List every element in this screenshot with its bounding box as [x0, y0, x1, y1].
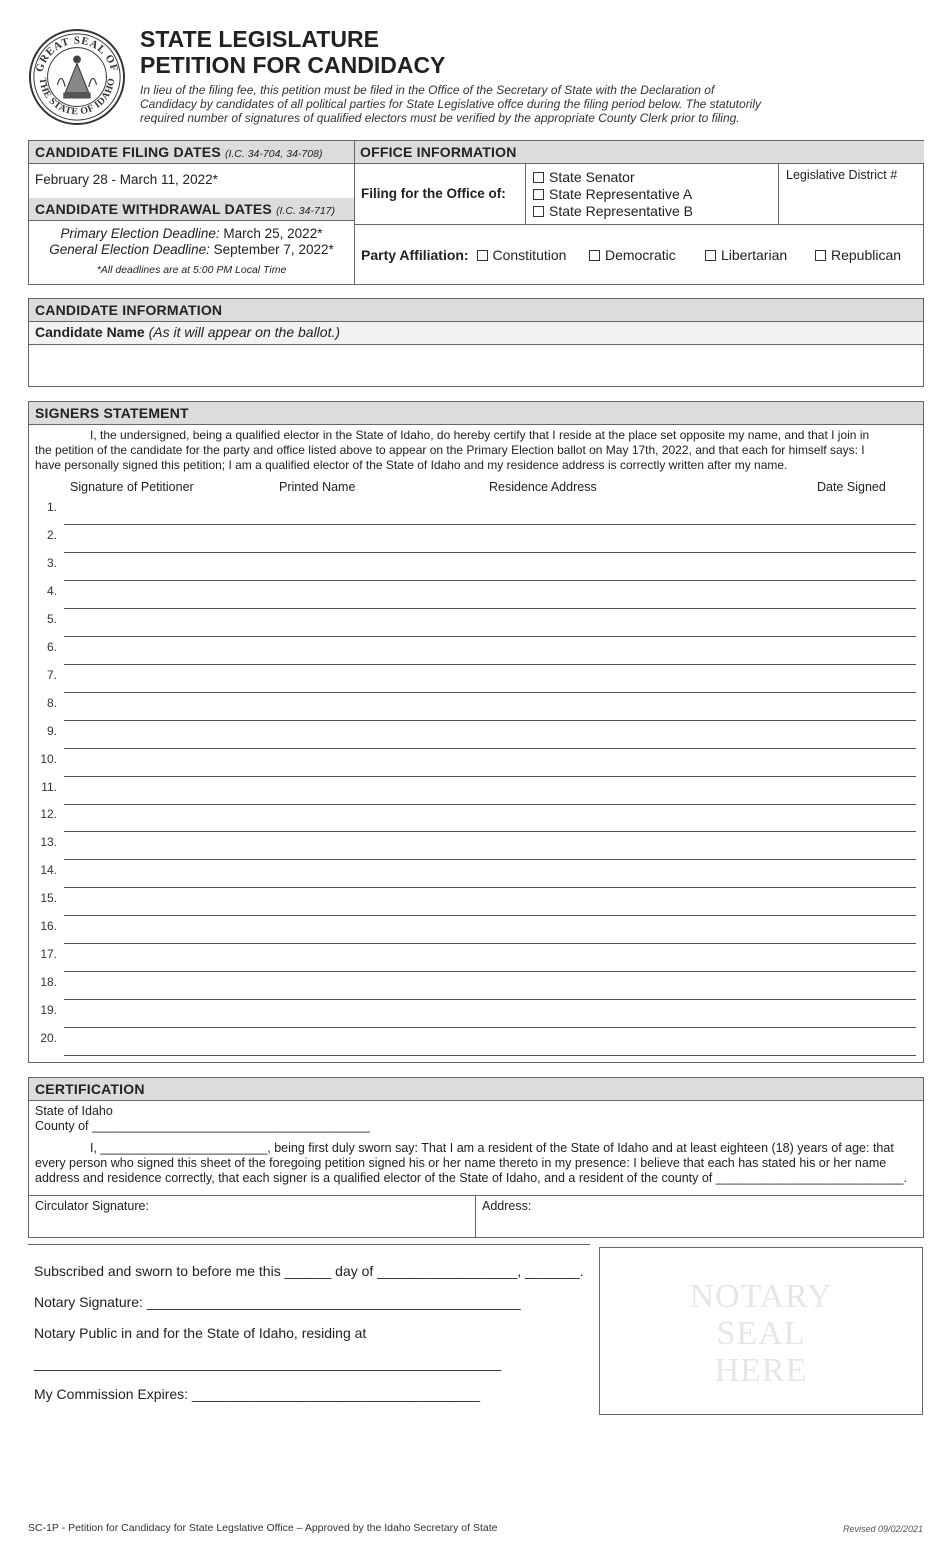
- signature-line[interactable]: [64, 971, 916, 972]
- certification-header: CERTIFICATION: [29, 1078, 923, 1100]
- withdrawal-deadlines: [29, 226, 354, 278]
- signature-line[interactable]: [64, 915, 916, 916]
- circulator-signature-field[interactable]: [29, 1196, 475, 1238]
- form-id: SC-1P - Petition for Candidacy for State Legslative Office – Approved by the Idaho Secretary of State: [28, 1522, 498, 1534]
- signature-line[interactable]: [64, 1027, 916, 1028]
- filing-dates-header: CANDIDATE FILING DATES (I.C. 34-704, 34-708): [29, 141, 354, 163]
- signature-line[interactable]: [64, 943, 916, 944]
- col-signature: Signature of Petitioner: [70, 480, 194, 494]
- office-options: [533, 169, 693, 220]
- checkbox[interactable]: [533, 189, 544, 200]
- certification-text: [35, 1141, 921, 1186]
- statement-line: I, the undersigned, being a qualified elector in the State of Idaho, do hereby certify that I reside at the place set opposite my name, and that I join in: [90, 428, 870, 442]
- row-number: 10.: [40, 751, 57, 766]
- notary-public-label: Notary Public in and for the State of Idaho, residing at: [34, 1325, 367, 1341]
- candidate-name-field[interactable]: [29, 345, 923, 386]
- general-deadline: General Election Deadline: September 7, 2022*: [49, 242, 334, 257]
- option-state-senator[interactable]: State Senator: [533, 169, 693, 186]
- row-number: 20.: [40, 1031, 57, 1046]
- party-affiliation-label: Party Affiliation:: [361, 247, 469, 263]
- cert-line: every person who signed this sheet of the foregoing petition signed his or her name thereto in my presence: I believe that each has stated his or her name: [35, 1156, 887, 1170]
- party-democratic[interactable]: Democratic: [589, 247, 676, 263]
- svg-text:THE STATE OF IDAHO: THE STATE OF IDAHO: [36, 77, 118, 118]
- form-title: [140, 26, 445, 78]
- party-constitution[interactable]: Constitution: [477, 247, 567, 263]
- signature-line[interactable]: [64, 552, 916, 553]
- row-number: 4.: [46, 583, 57, 598]
- signature-line[interactable]: [64, 887, 916, 888]
- row-number: 3.: [46, 555, 57, 570]
- signature-line[interactable]: [64, 636, 916, 637]
- checkbox[interactable]: [705, 250, 716, 261]
- withdrawal-dates-header: CANDIDATE WITHDRAWAL DATES (I.C. 34-717): [29, 198, 354, 220]
- party-libertarian[interactable]: Libertarian: [705, 247, 787, 263]
- cert-line: address and residence correctly, that each signer is a qualified elector of the State of Idaho, and a resident of the county of ___________________________.: [35, 1171, 907, 1185]
- filing-dates: February 28 - March 11, 2022*: [35, 172, 218, 187]
- signature-line[interactable]: [64, 776, 916, 777]
- party-affiliation: [361, 247, 921, 263]
- intro-line: required number of signatures of qualified electors must be verified by the appropriate County Clerk prior to filing.: [140, 111, 740, 125]
- notary-signature-line[interactable]: Notary Signature: ________________________________________________: [34, 1294, 521, 1310]
- signature-line[interactable]: [64, 859, 916, 860]
- candidate-info-section: [28, 298, 924, 387]
- row-number: 15.: [40, 891, 57, 906]
- signature-line[interactable]: [64, 720, 916, 721]
- notary-seal-placeholder: NOTARY SEAL HERE: [689, 1278, 833, 1389]
- commission-expires-line[interactable]: My Commission Expires: _____________________________________: [34, 1386, 481, 1402]
- checkbox[interactable]: [477, 250, 488, 261]
- row-number: 13.: [40, 835, 57, 850]
- row-number: 2.: [46, 527, 57, 542]
- signature-line[interactable]: [64, 608, 916, 609]
- row-number: 9.: [46, 723, 57, 738]
- great-seal-of-idaho: [28, 28, 126, 126]
- col-printed-name: Printed Name: [279, 480, 356, 494]
- statement-line: have personally signed this petition; I am a qualified elector of the State of Idaho and my residence address is correctly written after my name.: [35, 458, 788, 472]
- sworn-line[interactable]: Subscribed and sworn to before me this ______ day of __________________, _______.: [34, 1263, 584, 1279]
- filing-office-label: Filing for the Office of:: [361, 186, 506, 201]
- signature-line[interactable]: [64, 524, 916, 525]
- checkbox[interactable]: [533, 172, 544, 183]
- signature-line[interactable]: [64, 804, 916, 805]
- checkbox[interactable]: [533, 206, 544, 217]
- title-line-2: PETITION FOR CANDIDACY: [140, 52, 446, 78]
- row-number: 14.: [40, 863, 57, 878]
- checkbox[interactable]: [815, 250, 826, 261]
- intro-text: [140, 83, 800, 125]
- checkbox[interactable]: [589, 250, 600, 261]
- candidate-name-label: Candidate Name (As it will appear on the ballot.): [29, 322, 923, 344]
- signature-line[interactable]: [64, 831, 916, 832]
- signers-statement-header: SIGNERS STATEMENT: [29, 402, 923, 424]
- candidate-info-header: CANDIDATE INFORMATION: [29, 299, 923, 321]
- option-state-representative-a[interactable]: State Representative A: [533, 186, 693, 203]
- signers-statement-section: [28, 401, 924, 1063]
- signature-line[interactable]: [64, 692, 916, 693]
- signature-line[interactable]: [64, 664, 916, 665]
- certification-section: [28, 1077, 924, 1238]
- intro-line: Candidacy by candidates of all political parties for State Legislative offce during the filing period below. The statutorily: [140, 97, 762, 111]
- col-date-signed: Date Signed: [817, 480, 886, 494]
- legislative-district-field[interactable]: [779, 185, 923, 223]
- row-number: 1.: [46, 500, 57, 514]
- signers-statement-text: [35, 428, 919, 473]
- legislative-district-label: Legislative District #: [786, 168, 898, 182]
- svg-text:GREAT SEAL OF: GREAT SEAL OF: [33, 34, 121, 74]
- filing-office-section: [28, 140, 924, 285]
- row-number: 6.: [46, 639, 57, 654]
- cert-line: I, ________________________, being first duly sworn say: That I am a resident of the State of Idaho and at least eighteen (18) years of age: that: [90, 1141, 894, 1155]
- row-number: 5.: [46, 611, 57, 626]
- option-state-representative-b[interactable]: State Representative B: [533, 203, 693, 220]
- address-label: Address:: [482, 1199, 532, 1213]
- signature-line[interactable]: [64, 580, 916, 581]
- party-republican[interactable]: Republican: [815, 247, 901, 263]
- row-number: 7.: [46, 667, 57, 682]
- row-number: 19.: [40, 1003, 57, 1018]
- row-number: 16.: [40, 919, 57, 934]
- col-residence-address: Residence Address: [489, 480, 597, 494]
- address-field[interactable]: [476, 1196, 924, 1238]
- county-field[interactable]: County of ________________________________________: [35, 1119, 371, 1133]
- intro-line: In lieu of the filing fee, this petition must be filed in the Office of the Secretary of State with the Declaration of: [140, 83, 715, 97]
- notary-residing-line[interactable]: ____________________________________________________________: [34, 1355, 502, 1371]
- notary-block: [34, 1261, 594, 1404]
- office-info-header: OFFICE INFORMATION: [354, 141, 924, 163]
- row-number: 18.: [40, 975, 57, 990]
- venue: [35, 1104, 370, 1134]
- row-number: 12.: [40, 807, 57, 822]
- primary-deadline: Primary Election Deadline: March 25, 2022*: [60, 226, 323, 241]
- title-line-1: STATE LEGISLATURE: [140, 26, 379, 52]
- row-number: 17.: [40, 947, 57, 962]
- signature-line[interactable]: [64, 1055, 916, 1056]
- notary-divider: [28, 1244, 590, 1245]
- revised-date: Revised 09/02/2021: [842, 1524, 923, 1534]
- deadline-note: *All deadlines are at 5:00 PM Local Time: [96, 264, 287, 276]
- row-number: 11.: [41, 779, 57, 794]
- circulator-signature-label: Circulator Signature:: [35, 1199, 149, 1213]
- state-label: State of Idaho: [35, 1104, 113, 1118]
- row-number: 8.: [46, 695, 57, 710]
- signature-line[interactable]: [64, 999, 916, 1000]
- signature-line[interactable]: [64, 748, 916, 749]
- statement-line: the petition of the candidate for the party and office listed above to appear on the Primary Election ballot on May 17th, 2022, and that each for himself says: I: [35, 443, 865, 457]
